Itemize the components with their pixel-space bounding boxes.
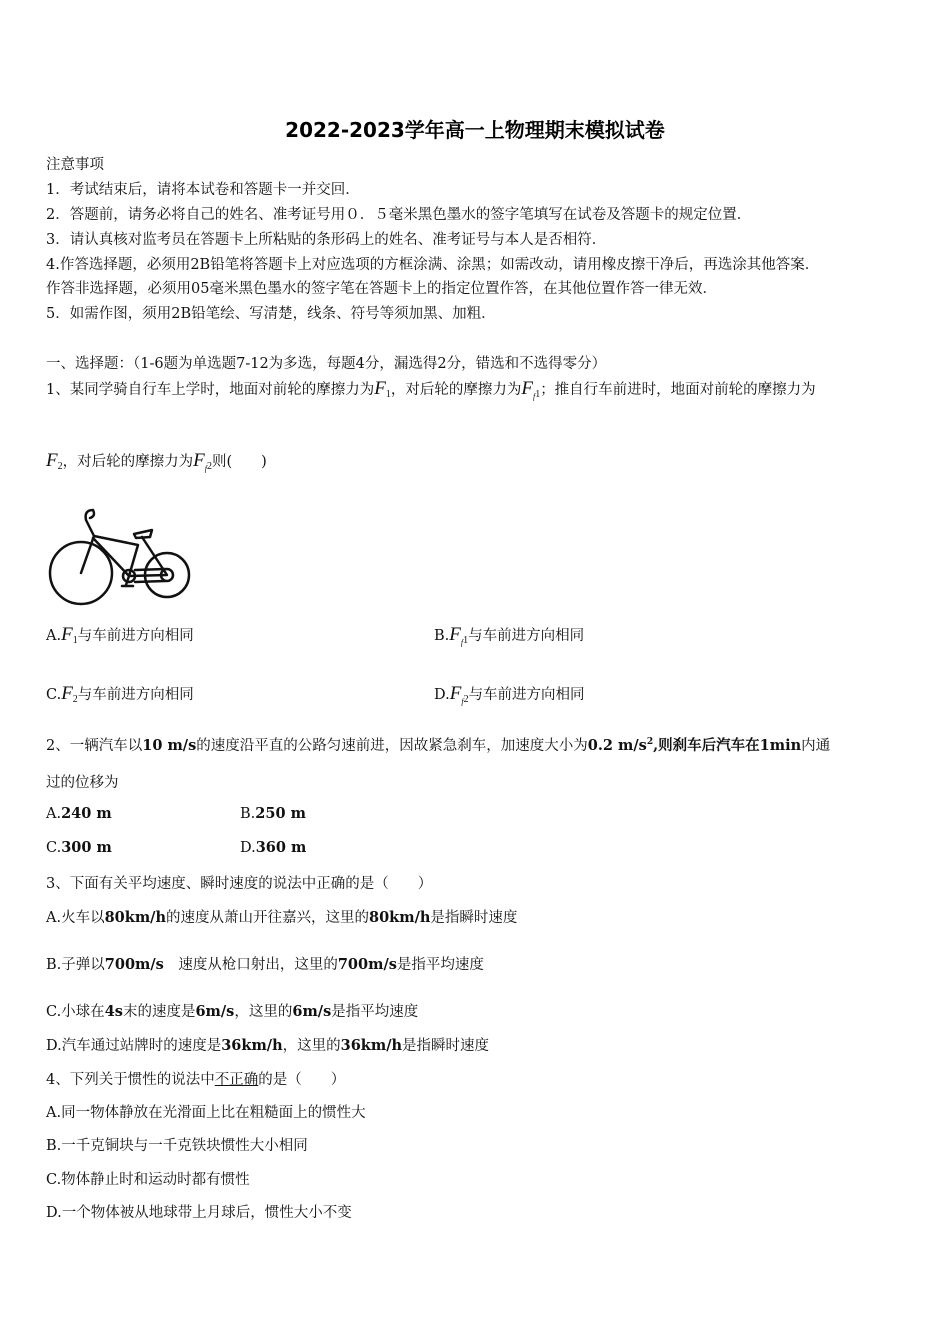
q1-stem-line1: 1、某同学骑自行车上学时，地面对前轮的摩擦力为$F_1$，对后轮的摩擦力为$F_{_f1}$；推自行车前进时，地面对前轮的摩擦力为	[46, 378, 816, 401]
q1-option-d[interactable]: $D.F_{_f2}$与车前进方向相同	[434, 683, 585, 706]
note-item-3: 3．请认真核对监考员在答题卡上所粘贴的条形码上的姓名、准考证号与本人是否相符．	[46, 232, 607, 248]
note-item-1: 1．考试结束后，请将本试卷和答题卡一并交回．	[46, 182, 360, 198]
symbol-Ff2: $F_{_f2}$	[449, 683, 469, 706]
q4-option-a[interactable]: A.同一物体静放在光滑面上比在粗糙面上的惯性大	[46, 1105, 366, 1121]
q2-option-c[interactable]: C.300 m	[46, 839, 112, 856]
q1-option-c[interactable]: $C.F_2$与车前进方向相同	[46, 683, 194, 705]
q4-option-d[interactable]: D.一个物体被从地球带上月球后，惯性大小不变	[46, 1205, 352, 1221]
q1-option-a[interactable]: $A.F_1$与车前进方向相同	[46, 624, 194, 646]
note-item-2: 2．答题前，请务必将自己的姓名、准考证号用０．５毫米黑色墨水的签字笔填写在试卷及答题卡的规定位置．	[46, 207, 752, 223]
symbol-Ff1: $F_{_f1}$	[449, 624, 469, 647]
q2-option-d[interactable]: D.360 m	[240, 839, 307, 856]
q3-stem: 3、下面有关平均速度、瞬时速度的说法中正确的是（ ）	[46, 876, 433, 892]
section-heading: 一、选择题：（1-6题为单选题7-12为多选，每题4分，漏选得2分，错选和不选得零分）	[46, 356, 607, 372]
symbol-F1: $F_1$	[374, 378, 391, 400]
note-item-4-line2: 作答非选择题，必须用05毫米黑色墨水的签字笔在答题卡上的指定位置作答，在其他位置作答一律无效．	[46, 281, 717, 297]
note-item-4-line1: 4.作答选择题，必须用2B铅笔将答题卡上对应选项的方框涂满、涂黑；如需改动，请用橡皮擦干净后，再选涂其他答案．	[46, 257, 820, 273]
q3-option-b[interactable]: B.子弹以700m/s 速度从枪口射出，这里的700m/s是指平均速度	[46, 956, 484, 973]
symbol-F1: $F_1$	[61, 624, 78, 646]
symbol-Ff2: $F_{_f2}$	[193, 450, 212, 473]
q4-stem: 4、下列关于惯性的说法中不正确的是（ ）	[46, 1072, 346, 1088]
q2-stem-line2: 过的位移为	[46, 775, 119, 791]
q3-option-d[interactable]: D.汽车通过站牌时的速度是36km/h，这里的36km/h是指瞬时速度	[46, 1037, 490, 1054]
note-item-5: 5．如需作图，须用2B铅笔绘、写清楚，线条、符号等须加黑、加粗．	[46, 306, 496, 322]
q2-option-a[interactable]: A.240 m	[46, 805, 112, 822]
q3-option-a[interactable]: A.火车以80km/h的速度从萧山开往嘉兴，这里的80km/h是指瞬时速度	[46, 909, 518, 926]
q1-option-b[interactable]: $B.F_{_f1}$与车前进方向相同	[434, 624, 585, 647]
symbol-F2: $F_2$	[46, 450, 63, 472]
q3-option-c[interactable]: C.小球在4s末的速度是6m/s，这里的6m/s是指平均速度	[46, 1003, 419, 1020]
symbol-Ff1: $F_{_f1}$	[521, 378, 541, 401]
symbol-F2: $F_2$	[61, 683, 78, 705]
not-correct-emphasis: 不正确	[214, 1072, 259, 1088]
q2-stem-line1: 2、一辆汽车以10 m/s的速度沿平直的公路匀速前进，因故紧急刹车，加速度大小为0.2 $m/s^2$,则刹车后汽车在1min内通	[46, 737, 831, 754]
notes-heading: 注意事项	[46, 157, 104, 173]
q2-option-b[interactable]: B.250 m	[240, 805, 306, 822]
page-title: 2022-2023学年高一上物理期末模拟试卷	[285, 118, 665, 142]
bicycle-figure	[46, 506, 194, 608]
q4-option-c[interactable]: C.物体静止时和运动时都有惯性	[46, 1172, 250, 1188]
q4-option-b[interactable]: B.一千克铜块与一千克铁块惯性大小相同	[46, 1138, 308, 1154]
q1-stem-line2: $F_2$，对后轮的摩擦力为$F_{_f2}$则( )	[46, 450, 267, 473]
